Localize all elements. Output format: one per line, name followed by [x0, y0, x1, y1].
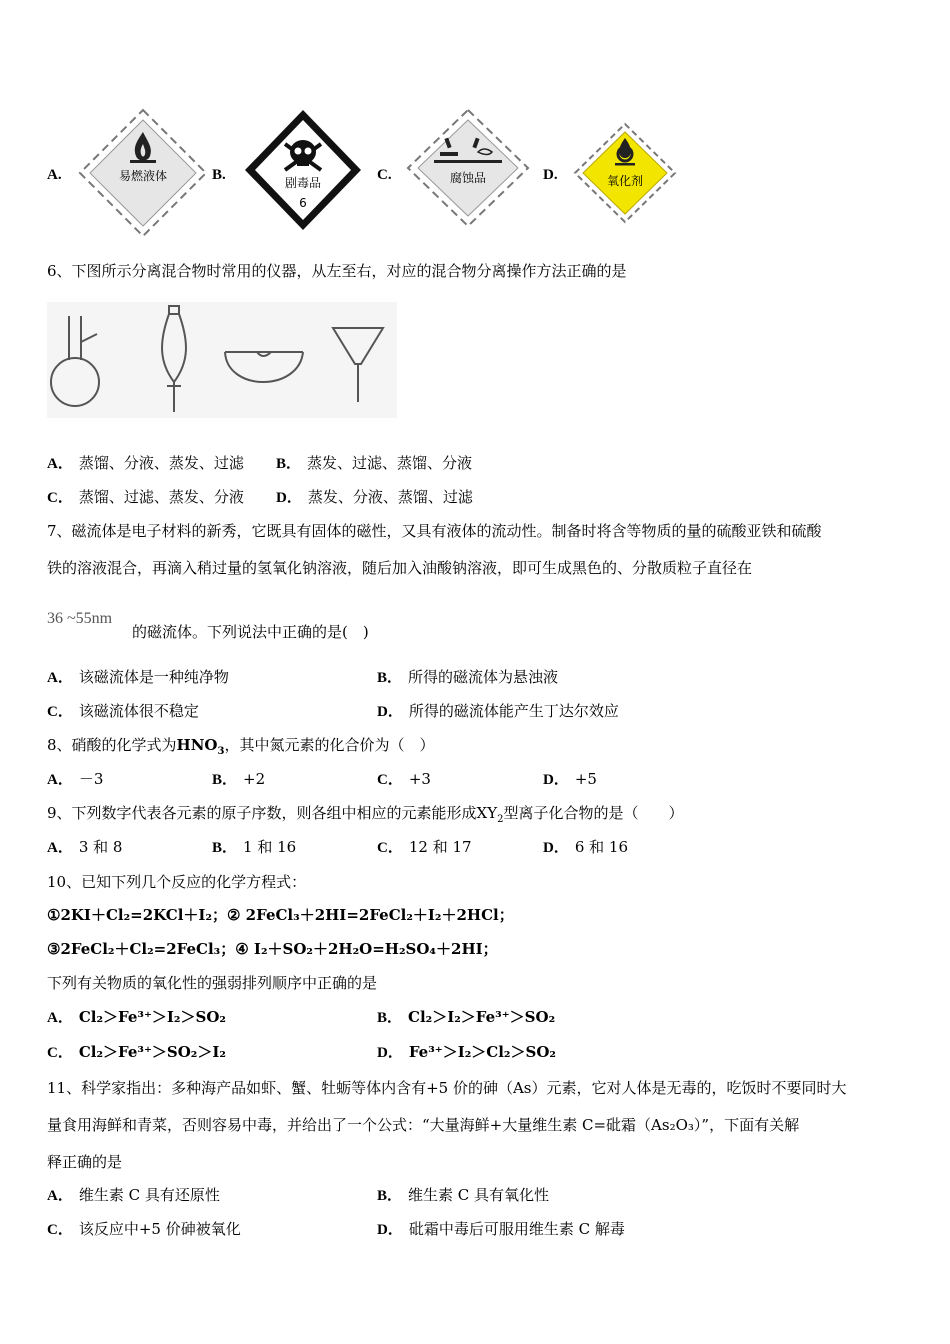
flammable-liquid-sign	[78, 108, 208, 238]
q5-option-b[interactable]	[212, 164, 232, 185]
option-label: B．	[377, 670, 403, 686]
q10-option-c[interactable]	[47, 1042, 226, 1063]
option-text: Fe³⁺＞I₂＞Cl₂＞SO₂	[408, 1043, 556, 1061]
option-label: C．	[377, 840, 403, 856]
option-label: A．	[47, 1010, 73, 1026]
option-label: D.	[543, 167, 558, 183]
option-text: 蒸馏、分液、蒸发、过滤	[78, 454, 244, 472]
q10-equations-line2: ③2FeCl₂＋Cl₂=2FeCl₃；④ I₂＋SO₂＋2H₂O=H₂SO₄＋2HI；	[47, 940, 498, 958]
formula	[476, 804, 504, 825]
q5-option-c[interactable]	[377, 164, 398, 185]
sign-number: 6	[299, 196, 307, 210]
option-text: 所得的磁流体为悬浊液	[408, 668, 559, 686]
stem-text: ，其中氮元素的化合价为（ ）	[224, 736, 435, 754]
corrosive-sign	[406, 108, 530, 228]
option-text: 维生素 C 具有还原性	[78, 1186, 220, 1204]
option-label: B.	[212, 167, 226, 183]
formula-sub: 2	[497, 814, 504, 825]
toxic-sign	[243, 108, 363, 232]
q11-option-d[interactable]	[377, 1219, 625, 1240]
q8-option-d[interactable]	[543, 769, 597, 790]
option-text: 3 和 8	[78, 838, 123, 856]
stem-text: 8、硝酸的化学式为	[47, 736, 177, 754]
q11-option-a[interactable]	[47, 1185, 220, 1206]
option-label: D．	[377, 1222, 403, 1238]
option-label: C．	[377, 772, 403, 788]
q9-option-c[interactable]	[377, 837, 472, 858]
q11-stem-line3: 释正确的是	[47, 1153, 123, 1171]
option-label: D．	[543, 772, 569, 788]
q11-stem-line2: 量食用海鲜和青菜，否则容易中毒，并给出了一个公式：“大量海鲜+大量维生素 C=砒霜（As₂O₃）”，下面有关解	[47, 1116, 800, 1134]
q7-stem-line3: 的磁流体。下列说法中正确的是( )	[132, 623, 369, 641]
q10-option-d[interactable]	[377, 1042, 556, 1063]
q10-stem: 10、已知下列几个反应的化学方程式：	[47, 873, 307, 891]
option-label: A.	[47, 167, 62, 183]
q5-option-d[interactable]	[543, 164, 564, 185]
sign-text: 氧化剂	[606, 174, 644, 188]
option-text: 该磁流体很不稳定	[78, 702, 199, 720]
particle-size-range: 36 ~55nm	[47, 610, 113, 627]
formula	[176, 736, 225, 757]
q8-stem	[47, 735, 434, 755]
option-text: 蒸发、分液、蒸馏、过滤	[307, 488, 473, 506]
stem-text: 9、下列数字代表各元素的原子序数，则各组中相应的元素能形成	[47, 804, 477, 822]
option-label: C．	[47, 1045, 73, 1061]
lab-apparatus-figure	[47, 302, 397, 418]
option-label: A．	[47, 456, 73, 472]
q7-option-a[interactable]	[47, 667, 229, 688]
q11-option-c[interactable]	[47, 1219, 241, 1240]
option-text: －3	[78, 770, 104, 788]
q7-stem-line1: 7、磁流体是电子材料的新秀，它既具有固体的磁性，又具有液体的流动性。制备时将含等物质的量的硫酸亚铁和硫酸	[47, 522, 822, 540]
option-label: D．	[377, 1045, 403, 1061]
option-text: 砒霜中毒后可服用维生素 C 解毒	[408, 1220, 625, 1238]
option-label: B．	[377, 1188, 403, 1204]
option-text: 6 和 16	[574, 838, 629, 856]
q7-option-c[interactable]	[47, 701, 199, 722]
formula-main: HNO	[176, 736, 218, 754]
q10-option-a[interactable]	[47, 1007, 226, 1028]
option-label: B．	[212, 772, 238, 788]
option-text: +2	[243, 770, 266, 788]
option-label: D．	[543, 840, 569, 856]
q6-option-a[interactable]	[47, 453, 244, 474]
option-text: Cl₂＞Fe³⁺＞SO₂＞I₂	[78, 1043, 226, 1061]
q6-option-d[interactable]	[276, 487, 473, 508]
q8-option-a[interactable]	[47, 769, 103, 790]
option-label: C．	[47, 490, 73, 506]
q9-option-b[interactable]	[212, 837, 296, 858]
q5-option-a[interactable]	[47, 164, 68, 185]
option-label: C．	[47, 1222, 73, 1238]
q8-option-c[interactable]	[377, 769, 431, 790]
q10-question: 下列有关物质的氧化性的强弱排列顺序中正确的是	[47, 974, 378, 992]
q7-option-d[interactable]	[377, 701, 619, 722]
option-label: B．	[212, 840, 238, 856]
sign-text: 易燃液体	[118, 169, 168, 183]
q6-option-c[interactable]	[47, 487, 244, 508]
q7-option-b[interactable]	[377, 667, 558, 688]
q8-option-b[interactable]	[212, 769, 265, 790]
option-text: 该磁流体是一种纯净物	[78, 668, 229, 686]
q9-option-d[interactable]	[543, 837, 628, 858]
q11-option-b[interactable]	[377, 1185, 549, 1206]
option-text: +3	[408, 770, 431, 788]
option-text: 所得的磁流体能产生丁达尔效应	[408, 702, 619, 720]
option-label: B．	[377, 1010, 403, 1026]
option-label: C.	[377, 167, 392, 183]
option-text: +5	[574, 770, 597, 788]
formula-main: XY	[476, 804, 498, 822]
q10-option-b[interactable]	[377, 1007, 555, 1028]
option-text: 1 和 16	[243, 838, 297, 856]
option-text: 蒸馏、过滤、蒸发、分液	[78, 488, 244, 506]
option-text: 12 和 17	[408, 838, 472, 856]
stem-text: 型离子化合物的是（ ）	[503, 804, 684, 822]
option-label: A．	[47, 1188, 73, 1204]
sign-text: 腐蚀品	[449, 171, 487, 185]
oxidizer-sign	[573, 122, 677, 224]
q9-option-a[interactable]	[47, 837, 122, 858]
q9-stem	[47, 803, 684, 823]
option-label: A．	[47, 670, 73, 686]
q11-stem-line1: 11、科学家指出：多种海产品如虾、蟹、牡蛎等体内含有+5 价的砷（As）元素，它对人体是无毒的，吃饭时不要同时大	[47, 1079, 847, 1097]
q10-equations-line1: ①2KI＋Cl₂=2KCl＋I₂；② 2FeCl₃＋2HI=2FeCl₂＋I₂＋2HCl；	[47, 906, 514, 924]
option-text: 蒸发、过滤、蒸馏、分液	[307, 454, 473, 472]
q6-option-b[interactable]	[276, 453, 472, 474]
option-label: A．	[47, 772, 73, 788]
sign-text: 剧毒品	[284, 176, 322, 190]
option-label: B．	[276, 456, 302, 472]
q6-stem: 6、下图所示分离混合物时常用的仪器，从左至右，对应的混合物分离操作方法正确的是	[47, 262, 627, 280]
option-text: Cl₂＞I₂＞Fe³⁺＞SO₂	[408, 1008, 556, 1026]
option-label: D．	[377, 704, 403, 720]
formula-sub: 3	[217, 746, 225, 757]
q7-stem-line2: 铁的溶液混合，再滴入稍过量的氢氧化钠溶液，随后加入油酸钠溶液，即可生成黑色的、分散质粒子直径在	[47, 559, 753, 577]
option-text: Cl₂＞Fe³⁺＞I₂＞SO₂	[78, 1008, 226, 1026]
option-label: C．	[47, 704, 73, 720]
option-text: 该反应中+5 价砷被氧化	[78, 1220, 241, 1238]
option-text: 维生素 C 具有氧化性	[408, 1186, 550, 1204]
option-label: D．	[276, 490, 302, 506]
option-label: A．	[47, 840, 73, 856]
